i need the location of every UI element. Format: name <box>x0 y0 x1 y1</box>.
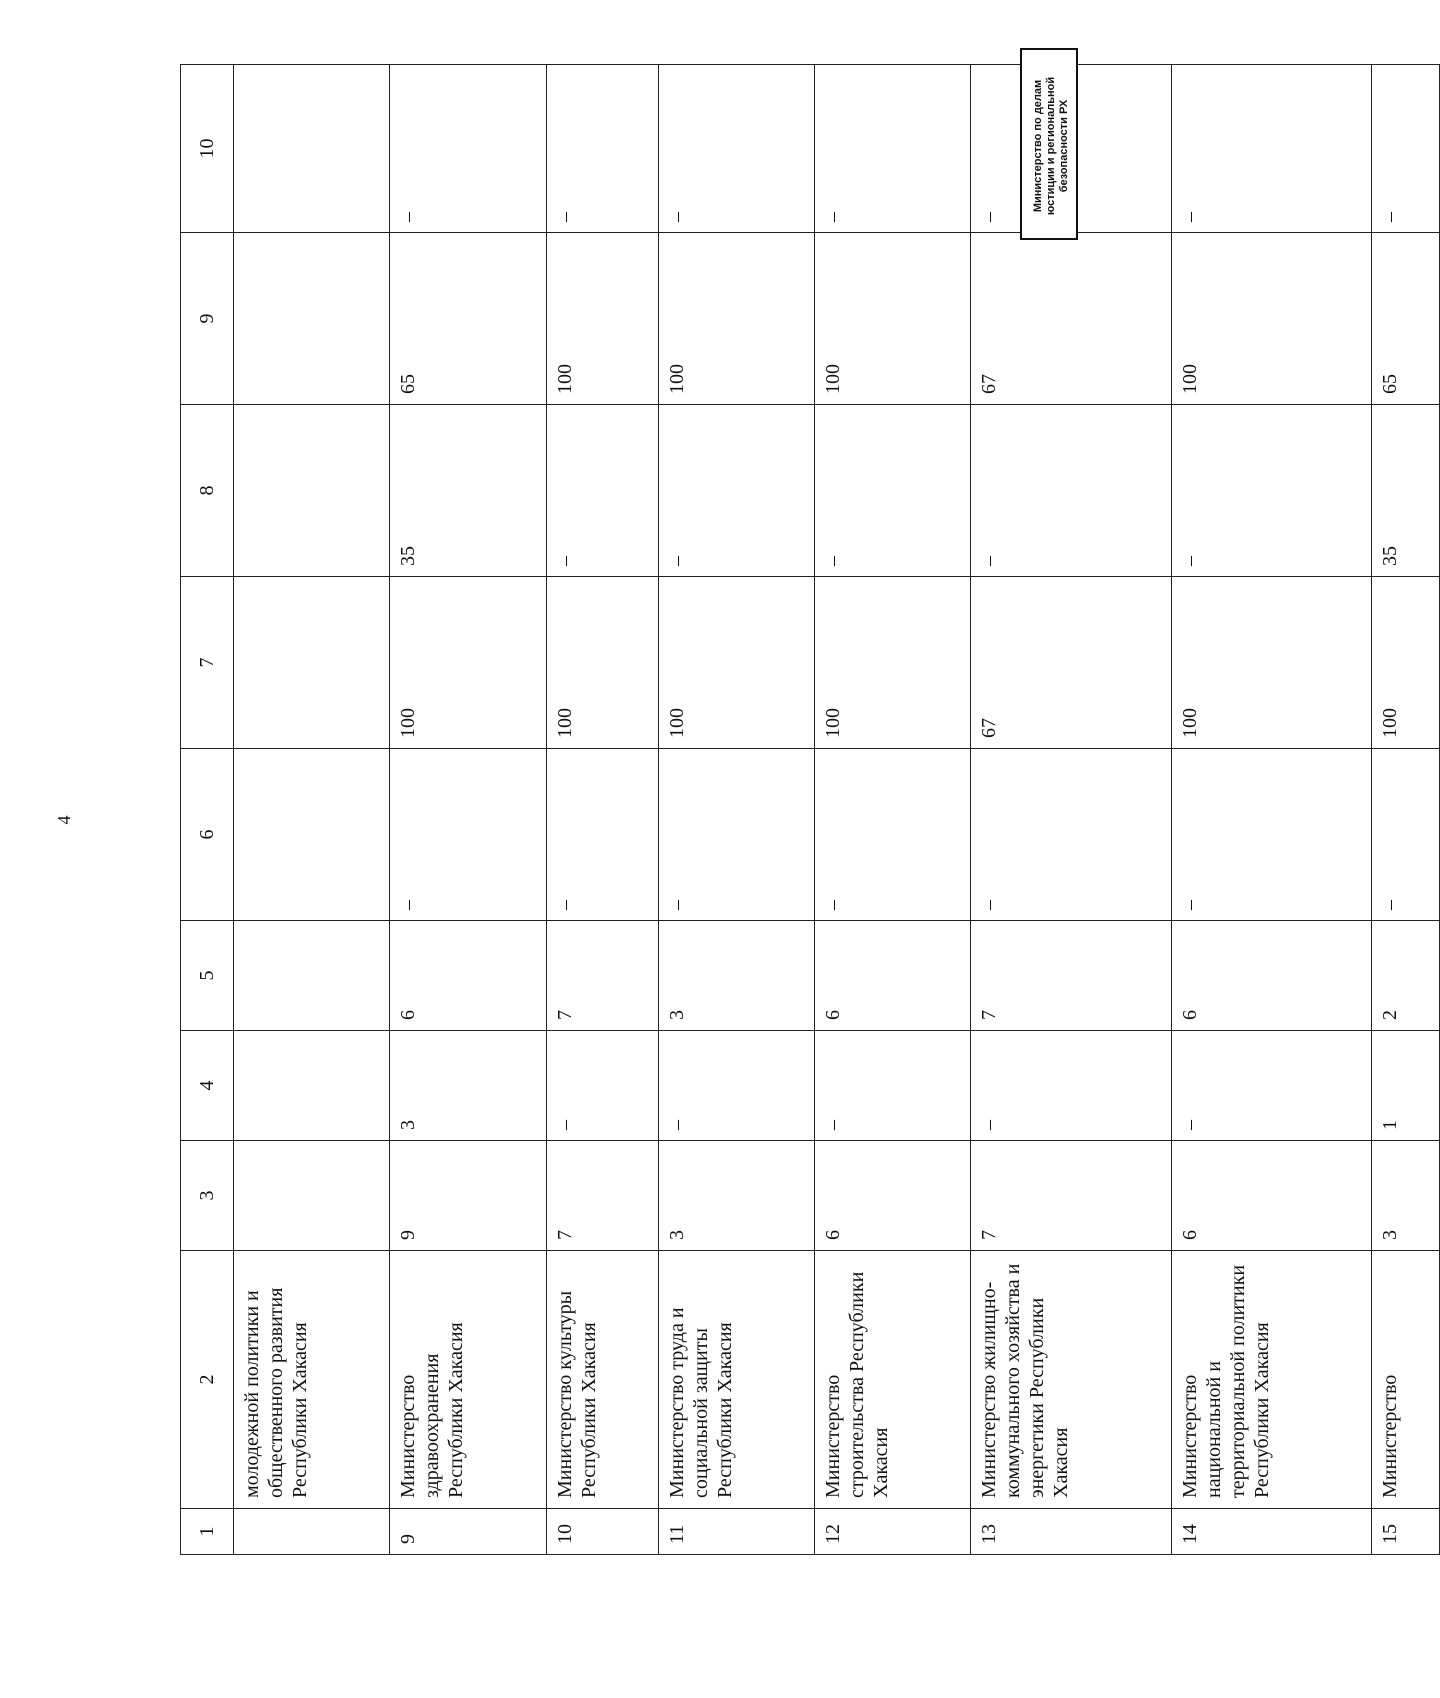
table-row <box>1371 65 1439 1555</box>
table-cell: 7 <box>546 921 658 1031</box>
ministry-name-cell: Министерство жилищно-коммунального хозяйства и энергетики Республики Хакасия <box>971 1251 1171 1509</box>
table-cell: 100 <box>546 577 658 749</box>
table-cell: 12 <box>814 1509 970 1555</box>
header-row <box>181 65 234 1555</box>
table-cell: 6 <box>814 1141 970 1251</box>
table-row <box>546 65 658 1555</box>
ministry-name-cell: Министерство здравоохранения Республики Хакасия <box>390 1251 546 1509</box>
table-cell: – <box>814 749 970 921</box>
table-cell: 6 <box>390 921 546 1031</box>
table-cell: – <box>971 749 1171 921</box>
table-row <box>1171 65 1371 1555</box>
table-cell: – <box>390 749 546 921</box>
table-cell <box>234 1509 390 1555</box>
table-cell: 6 <box>1171 921 1371 1031</box>
ministry-name-cell: Министерство культуры Республики Хакасия <box>546 1251 658 1509</box>
table-row <box>234 65 390 1555</box>
table-cell: – <box>1171 65 1371 233</box>
table-cell <box>234 1141 390 1251</box>
table-cell: 9 <box>390 1509 546 1555</box>
table-cell <box>234 65 390 233</box>
column-header-8: 8 <box>181 405 234 577</box>
table-cell: 65 <box>1371 233 1439 405</box>
table-cell: 100 <box>814 233 970 405</box>
table-cell: – <box>658 749 814 921</box>
table-cell: – <box>1371 749 1439 921</box>
table-cell: 10 <box>546 1509 658 1555</box>
table-cell <box>234 577 390 749</box>
data-table <box>180 64 1440 1555</box>
ministry-name-cell: Министерство труда и социальной защиты Республики Хакасия <box>658 1251 814 1509</box>
table-cell: 15 <box>1371 1509 1439 1555</box>
table-cell: 100 <box>1171 233 1371 405</box>
table-cell: 14 <box>1171 1509 1371 1555</box>
table-cell: 100 <box>814 577 970 749</box>
table-row <box>658 65 814 1555</box>
table-cell <box>234 749 390 921</box>
table-cell: 35 <box>390 405 546 577</box>
table-cell: – <box>971 1031 1171 1141</box>
table-cell: 6 <box>1171 1141 1371 1251</box>
table-cell: 3 <box>658 1141 814 1251</box>
table-cell: – <box>546 405 658 577</box>
stamp-line-1: Министерство по делам <box>1031 79 1044 213</box>
column-header-5: 5 <box>181 921 234 1031</box>
table-cell: – <box>658 405 814 577</box>
table-cell: 2 <box>1371 921 1439 1031</box>
table-cell: 100 <box>658 233 814 405</box>
column-header-2: 2 <box>181 1251 234 1509</box>
page-number: 4 <box>54 815 74 825</box>
column-header-7: 7 <box>181 577 234 749</box>
table-cell: – <box>814 1031 970 1141</box>
table-cell: – <box>1171 1031 1371 1141</box>
table-cell: – <box>814 65 970 233</box>
table-cell: 7 <box>971 1141 1171 1251</box>
table-cell: – <box>1171 405 1371 577</box>
ministry-name-cell: Министерство <box>1371 1251 1439 1509</box>
table-cell: – <box>971 405 1171 577</box>
stamp-line-3: безопасности РХ <box>1057 99 1070 193</box>
column-header-1: 1 <box>181 1509 234 1555</box>
table-cell: – <box>546 65 658 233</box>
table-cell: 13 <box>971 1509 1171 1555</box>
table-cell: 1 <box>1371 1031 1439 1141</box>
ministry-name-cell: Министерство национальной и территориальной политики Республики Хакасия <box>1171 1251 1371 1509</box>
table-cell <box>234 405 390 577</box>
table-cell: 11 <box>658 1509 814 1555</box>
table-cell: – <box>814 405 970 577</box>
table-cell: 3 <box>390 1031 546 1141</box>
table-cell: 3 <box>658 921 814 1031</box>
table-cell: 9 <box>390 1141 546 1251</box>
column-header-9: 9 <box>181 233 234 405</box>
table-cell: 100 <box>658 577 814 749</box>
table-cell: 35 <box>1371 405 1439 577</box>
table-cell: 100 <box>390 577 546 749</box>
table-cell: 6 <box>814 921 970 1031</box>
table-row <box>971 65 1171 1555</box>
table-cell: 7 <box>546 1141 658 1251</box>
table-cell: 3 <box>1371 1141 1439 1251</box>
table-cell: – <box>546 1031 658 1141</box>
table-cell: 100 <box>1371 577 1439 749</box>
ministry-name-cell: Министерство строительства Республики Хакасия <box>814 1251 970 1509</box>
table-row <box>814 65 970 1555</box>
column-header-4: 4 <box>181 1031 234 1141</box>
table-cell: 100 <box>546 233 658 405</box>
table-cell: 67 <box>971 577 1171 749</box>
column-header-6: 6 <box>181 749 234 921</box>
table-cell: – <box>658 65 814 233</box>
table-cell: – <box>1371 65 1439 233</box>
table-cell <box>234 1031 390 1141</box>
table-cell: – <box>971 65 1171 233</box>
table-cell: – <box>1171 749 1371 921</box>
ministry-name-cell: молодежной политики и общественного развития Республики Хакасия <box>234 1251 390 1509</box>
table-cell <box>234 921 390 1031</box>
rotated-table-container <box>180 65 1440 1555</box>
table-cell: – <box>390 65 546 233</box>
table-cell: 7 <box>971 921 1171 1031</box>
table-row <box>390 65 546 1555</box>
stamp-line-2: юстиции и региональной <box>1044 76 1057 216</box>
table-body <box>234 65 1440 1555</box>
registration-stamp <box>1020 48 1078 240</box>
table-cell: 67 <box>971 233 1171 405</box>
table-cell: 65 <box>390 233 546 405</box>
table-cell: 100 <box>1171 577 1371 749</box>
column-header-3: 3 <box>181 1141 234 1251</box>
table-cell: – <box>546 749 658 921</box>
column-header-10: 10 <box>181 65 234 233</box>
table-cell: – <box>658 1031 814 1141</box>
table-cell <box>234 233 390 405</box>
